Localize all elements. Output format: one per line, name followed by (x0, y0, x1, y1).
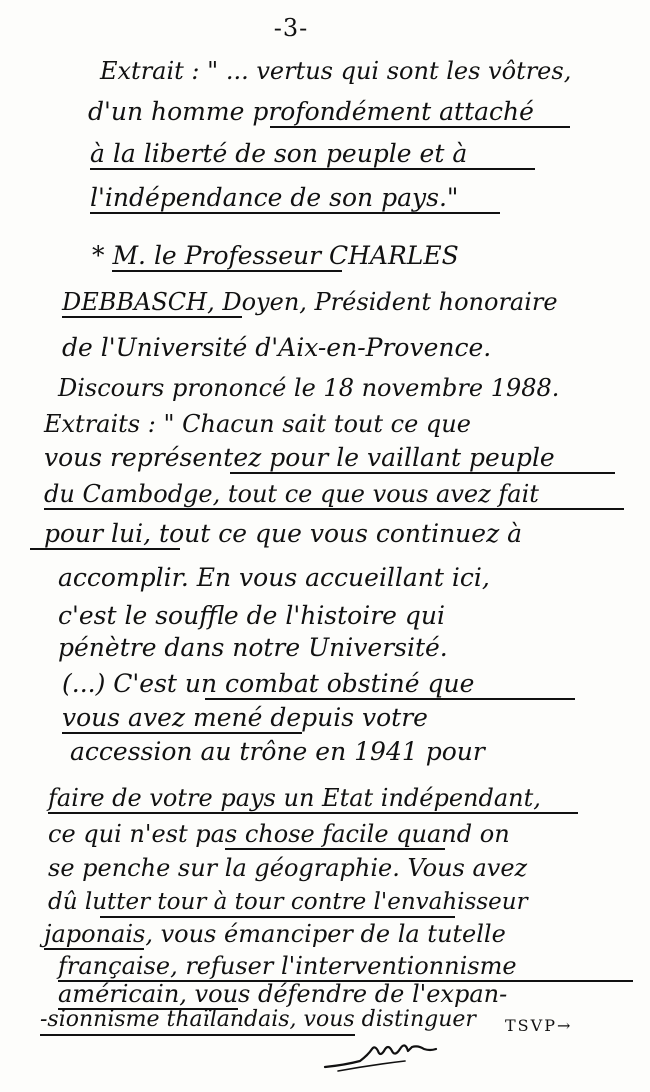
text-line: Discours prononcé le 18 novembre 1988. (58, 374, 560, 402)
text-line: accession au trône en 1941 pour (70, 737, 485, 766)
continuation-note: TSVP→ (505, 1016, 573, 1035)
underline (40, 1034, 355, 1036)
underline (90, 212, 500, 214)
text-line: vous avez mené depuis votre (62, 703, 428, 732)
text-line: Extraits : " Chacun sait tout ce que (44, 410, 471, 438)
underline (205, 698, 575, 700)
text-line: pour lui, tout ce que vous continuez à (44, 519, 523, 548)
underline (112, 270, 342, 272)
text-line: faire de votre pays un Etat indépendant, (48, 784, 541, 812)
text-line: d'un homme profondément attaché (88, 97, 534, 126)
underline (270, 126, 570, 128)
underline (30, 548, 180, 550)
text-line: dû lutter tour à tour contre l'envahisseur (48, 889, 528, 915)
underline (230, 472, 615, 474)
text-line: à la liberté de son peuple et à (90, 139, 468, 168)
signature-mark (320, 1025, 440, 1075)
text-line: accomplir. En vous accueillant ici, (58, 563, 490, 592)
text-line: l'indépendance de son pays." (90, 183, 459, 212)
text-line: du Cambodge, tout ce que vous avez fait (44, 480, 539, 508)
text-line: française, refuser l'interventionnisme (58, 952, 517, 980)
text-line: -sionnisme thaïlandais, vous distinguer (40, 1007, 476, 1032)
text-line: pénètre dans notre Université. (58, 633, 448, 662)
text-line: américain, vous défendre de l'expan- (58, 980, 508, 1008)
text-line: DEBBASCH, Doyen, Président honoraire (62, 288, 558, 316)
underline (48, 812, 578, 814)
text-line: c'est le souffle de l'histoire qui (58, 601, 446, 630)
text-line: ce qui n'est pas chose facile quand on (48, 820, 510, 848)
underline (44, 508, 624, 510)
underline (62, 316, 242, 318)
text-line: de l'Université d'Aix-en-Provence. (62, 333, 492, 362)
text-line: japonais, vous émanciper de la tutelle (44, 920, 506, 948)
text-line: (...) C'est un combat obstiné que (62, 669, 475, 698)
page-number: -3- (273, 14, 309, 42)
underline (225, 848, 445, 850)
text-line: * M. le Professeur CHARLES (92, 241, 459, 270)
text-line: Extrait : " ... vertus qui sont les vôtres, (100, 57, 572, 85)
text-line: se penche sur la géographie. Vous avez (48, 854, 528, 882)
underline (62, 732, 302, 734)
text-line: vous représentez pour le vaillant peuple (44, 443, 555, 472)
underline (90, 168, 535, 170)
